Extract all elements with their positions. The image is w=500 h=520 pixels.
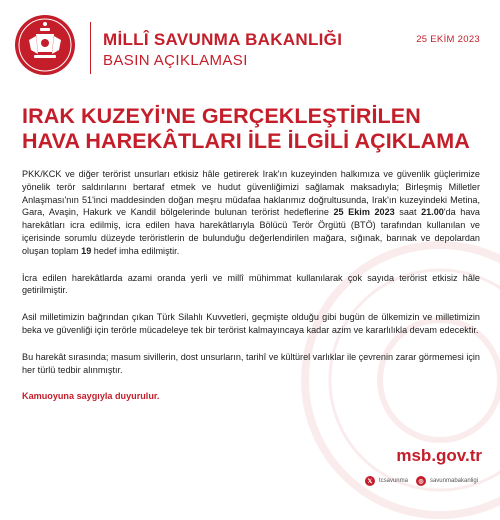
header-divider xyxy=(90,22,91,74)
instagram-handle[interactable]: savunmabakanligi xyxy=(429,478,478,484)
header xyxy=(0,0,500,96)
website-link[interactable]: msb.gov.tr xyxy=(396,446,482,465)
ministry-emblem-icon xyxy=(14,14,76,76)
social-links xyxy=(365,474,482,488)
x-handle[interactable]: tcsavunma xyxy=(378,478,408,484)
org-subtitle: BASIN AÇIKLAMASI xyxy=(103,52,248,69)
press-date: 25 EKİM 2023 xyxy=(416,34,480,45)
instagram-icon[interactable]: ◎ xyxy=(416,476,426,486)
page-title: IRAK KUZEYİ'NE GERÇEKLEŞTİRİLEN HAVA HAREKÂTLARI İLE İLGİLİ AÇIKLAMA xyxy=(22,104,470,153)
closing-line: Kamuoyuna saygıyla duyurulur. xyxy=(22,391,160,402)
paragraph-3: Asil milletimizin bağrından çıkan Türk Silahlı Kuvvetleri, geçmişte olduğu gibi bugün de ülkemizin ve milletimizin beka ve güvenliği için terörle mücadeleye tek bir terörist kalmayıncaya kadar azim ve kararlılıkla devam edecektir. xyxy=(22,312,480,335)
paragraph-4: Bu harekât sırasında; masum sivillerin, dost unsurların, tarihî ve kültürel varlıklar ile çevrenin zarar görmemesi için her türlü tedbir alınmıştır. xyxy=(22,351,480,375)
paragraph-2: İcra edilen harekâtlarda azami oranda yerli ve millî mühimmat kullanılarak çok sayıda terörist etkisiz hâle getirilmiştir. xyxy=(22,272,480,296)
paragraph-1: PKK/KCK ve diğer terörist unsurları etkisiz hâle getirerek Irak'ın kuzeyinden halkımıza ve güvenlik güçlerimize yönelik terör saldırılarını bertaraf etmek ve hudut güvenliğimizi sağlamak maksadıyla; Birleşmiş Milletler Anlaşması'nın 51'inci maddesinden doğan meşru müdafaa haklarımız doğrultusunda, Irak'ın kuzeyindeki Metina, Gara, Avaşin, Hakurk ve Kandil bölgelerinde bulunan terörist hedeflerine 25 Ekim 2023 saat 21.00'da hava harekâtları icra edilmiş, icra edilen hava harekâtlarıyla Bölücü Terör Örgütü (BTÖ) tarafından kullanılan ve içerisinde sorumlu düzeyde teröristlerin de bulunduğu değerlendirilen mağara, sığınak, barınak ve depolardan oluşan toplam 19 hedef imha edilmiştir. xyxy=(22,169,480,256)
org-title: MİLLÎ SAVUNMA BAKANLIĞI xyxy=(103,30,343,49)
press-body xyxy=(22,168,480,417)
x-social-icon[interactable]: 𝕏 xyxy=(365,476,375,486)
